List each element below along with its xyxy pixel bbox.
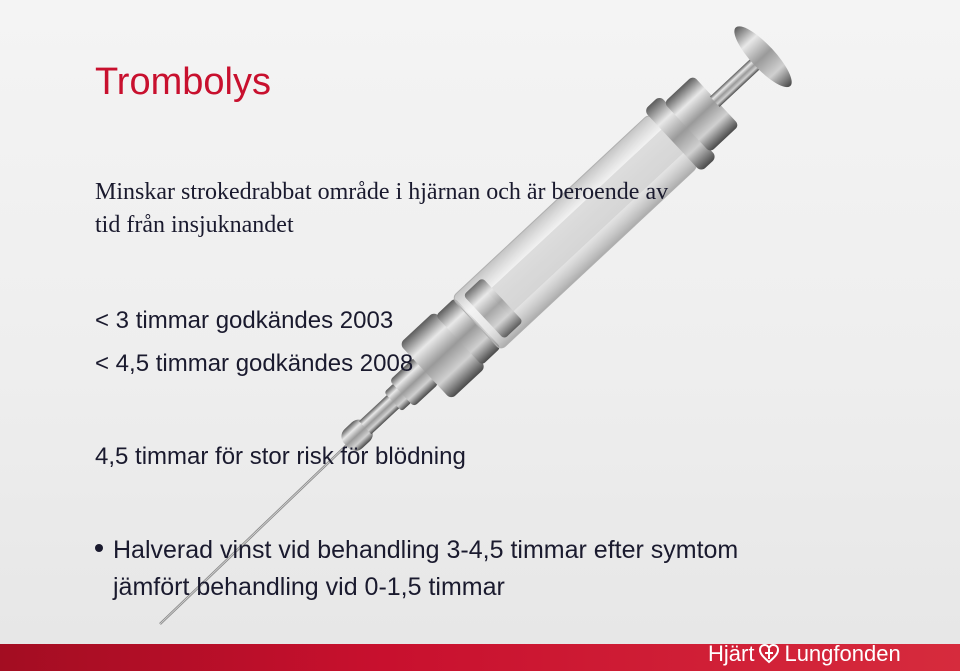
- bullet-line-2: jämfört behandling vid 0-1,5 timmar: [113, 573, 505, 601]
- logo-text-part-2: Lungfonden: [784, 641, 901, 666]
- intro-text: [95, 176, 668, 242]
- heart-lung-logo-icon: [758, 643, 780, 665]
- intro-line-1: Minskar strokedrabbat område i hjärnan och är beroende av: [95, 179, 669, 205]
- slide-title: Trombolys: [95, 61, 271, 103]
- bullet-dot-icon: [95, 544, 103, 552]
- logo-text-part-1: Hjärt: [708, 641, 755, 666]
- approval-45h-text: < 4,5 timmar godkändes 2008: [95, 350, 414, 377]
- bleeding-risk-text: 4,5 timmar för stor risk för blödning: [95, 443, 466, 470]
- hjart-lungfonden-logo: [708, 640, 901, 668]
- approval-3h-text: < 3 timmar godkändes 2003: [95, 307, 394, 334]
- bullet-line-1: Halverad vinst vid behandling 3-4,5 timmar efter symtom: [113, 536, 739, 564]
- bullet-text: [113, 532, 738, 606]
- intro-line-2: tid från insjuknandet: [95, 212, 294, 238]
